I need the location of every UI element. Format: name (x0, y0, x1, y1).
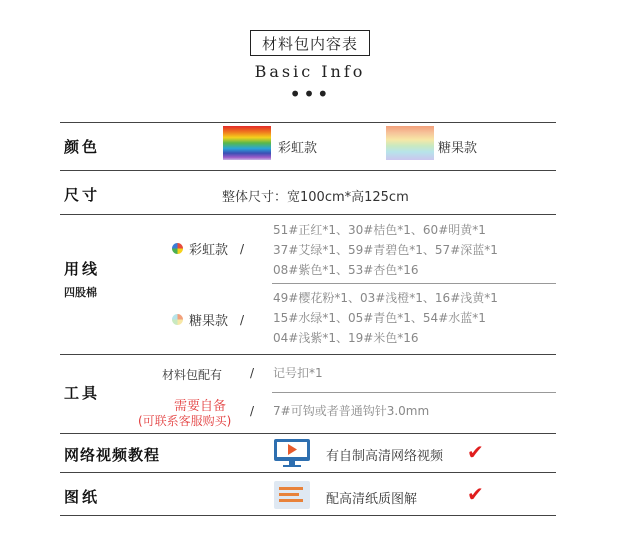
tools-self-value: 7#可钩或者普通钩针3.0mm (273, 404, 430, 418)
candy-ball-icon (172, 314, 183, 325)
rainbow-ball-icon (172, 243, 183, 254)
divider (60, 515, 556, 516)
color-row-label: 颜色 (64, 138, 101, 156)
yarn-line: 08#紫色*1、53#杏色*16 (273, 263, 419, 277)
check-icon: ✔ (467, 482, 484, 506)
candy-yarn-list (273, 288, 498, 348)
rainbow-yarn-list (273, 220, 498, 280)
tools-included-value: 记号扣*1 (273, 366, 323, 380)
candy-swatch (386, 126, 434, 160)
video-monitor-icon (273, 438, 311, 468)
decorative-dots: ••• (289, 82, 331, 106)
separator: / (250, 404, 255, 418)
yarn-line: 51#正红*1、30#桔色*1、60#明黄*1 (273, 223, 486, 237)
tools-self-label: 需要自备 (174, 399, 227, 414)
tools-self-note: (可联系客服购买) (138, 414, 232, 428)
tools-row-label: 工具 (64, 384, 101, 402)
yarn-line: 37#艾绿*1、59#青碧色*1、57#深蓝*1 (273, 243, 498, 257)
diagram-text: 配高清纸质图解 (326, 492, 418, 507)
candy-variant-label (172, 310, 244, 329)
size-row-label: 尺寸 (64, 186, 101, 204)
yarn-line: 49#樱花粉*1、03#浅橙*1、16#浅黄*1 (273, 291, 498, 305)
diagram-row-label: 图纸 (64, 488, 101, 506)
yarn-line: 15#水绿*1、05#青色*1、54#水蓝*1 (273, 311, 486, 325)
tools-included-label: 材料包配有 (162, 368, 223, 382)
variant-name: 彩虹款 (189, 243, 229, 258)
candy-option-label: 糖果款 (438, 141, 478, 156)
divider (60, 170, 556, 171)
divider (272, 392, 556, 393)
separator: / (240, 241, 245, 256)
divider (60, 433, 556, 434)
variant-name: 糖果款 (189, 314, 229, 329)
video-text: 有自制高清网络视频 (326, 449, 444, 464)
rainbow-swatch (223, 126, 271, 160)
yarn-line: 04#浅紫*1、19#米色*16 (273, 331, 419, 345)
page-subtitle: Basic Info (254, 62, 366, 81)
divider (60, 214, 556, 215)
yarn-row-sublabel: 四股棉 (64, 286, 97, 299)
rainbow-variant-label (172, 239, 244, 258)
rainbow-option-label: 彩虹款 (278, 141, 318, 156)
page-title: 材料包内容表 (250, 30, 370, 56)
size-value: 整体尺寸：宽100cm*高125cm (222, 190, 409, 205)
yarn-row-label: 用线 (64, 260, 101, 278)
divider (60, 354, 556, 355)
separator: / (250, 366, 255, 380)
separator: / (240, 312, 245, 327)
divider (60, 472, 556, 473)
video-row-label: 网络视频教程 (64, 446, 161, 464)
document-icon (273, 480, 311, 510)
divider (272, 283, 556, 284)
divider (60, 122, 556, 123)
check-icon: ✔ (467, 440, 484, 464)
